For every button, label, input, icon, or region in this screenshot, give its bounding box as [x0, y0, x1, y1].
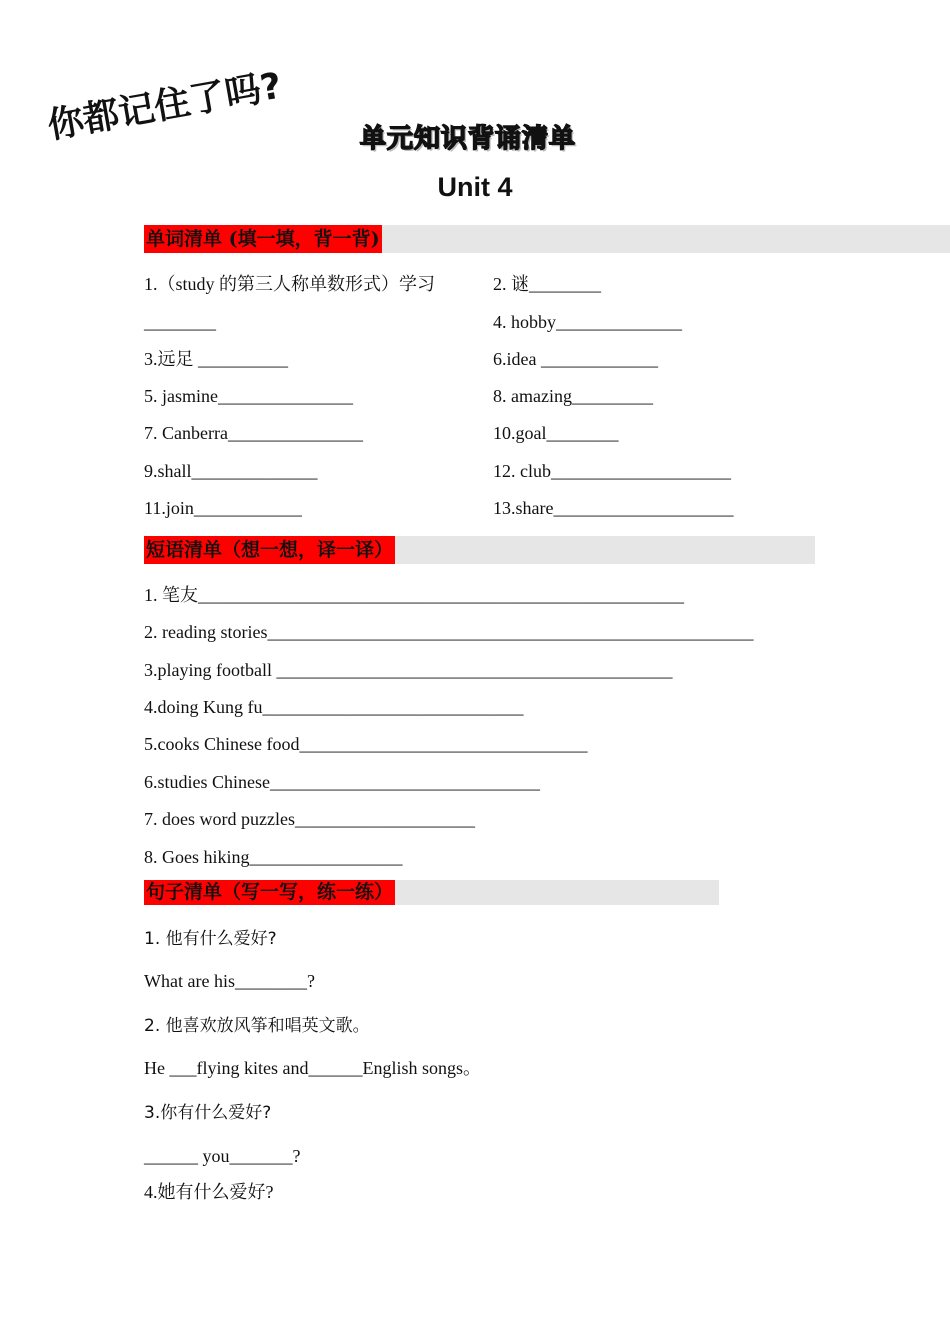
sentences-section-title: 句子清单（写一写，练一练）: [146, 881, 394, 903]
sentence-item-3: 3.你有什么爱好?: [144, 1103, 272, 1123]
word-item-1: 1.（study 的第三人称单数形式）学习: [144, 274, 436, 294]
slogan-heading: 你都记住了吗?: [44, 65, 285, 148]
sentence-item-1-answer: What are his________?: [144, 971, 315, 991]
word-item-2: 2. 谜________: [493, 274, 601, 294]
sentence-item-1: 1. 他有什么爱好?: [144, 929, 277, 949]
word-item-6: 6.idea _____________: [493, 349, 658, 369]
words-section-header: [144, 225, 950, 253]
phrase-item-3: 3.playing football ____________________________________________: [144, 660, 673, 680]
word-item-9: 9.shall______________: [144, 461, 318, 481]
sentences-section-header: [144, 880, 719, 905]
word-item-13: 13.share____________________: [493, 498, 734, 518]
word-item-1-blank: ________: [144, 312, 216, 332]
word-item-11: 11.join____________: [144, 498, 302, 518]
word-item-8: 8. amazing_________: [493, 386, 653, 406]
phrases-section-title: 短语清单（想一想，译一译）: [144, 536, 395, 564]
phrase-item-8: 8. Goes hiking_________________: [144, 847, 403, 867]
words-section-title: 单词清单 (填一填，背一背): [144, 225, 382, 253]
phrase-item-2: 2. reading stories______________________________________________________: [144, 622, 754, 642]
sentence-item-2-answer: He ___flying kites and______English songs。: [144, 1058, 481, 1078]
sentence-item-3-answer: ______ you_______?: [144, 1146, 301, 1166]
phrase-item-5: 5.cooks Chinese food________________________________: [144, 734, 588, 754]
unit-title: Unit 4: [437, 172, 513, 202]
word-item-5: 5. jasmine_______________: [144, 386, 353, 406]
sentence-item-2: 2. 他喜欢放风筝和唱英文歌。: [144, 1016, 370, 1036]
word-item-4: 4. hobby______________: [493, 312, 682, 332]
word-item-10: 10.goal________: [493, 423, 619, 443]
phrase-item-6: 6.studies Chinese______________________________: [144, 772, 540, 792]
phrase-item-4: 4.doing Kung fu_____________________________: [144, 697, 524, 717]
phrases-section-header: [144, 536, 815, 564]
phrase-item-1: 1. 笔友______________________________________________________: [144, 585, 684, 605]
phrase-item-7: 7. does word puzzles____________________: [144, 809, 475, 829]
word-item-7: 7. Canberra_______________: [144, 423, 363, 443]
section-subtitle: 单元知识背诵清单: [360, 124, 577, 154]
word-item-3: 3.远足 __________: [144, 349, 288, 369]
word-item-12: 12. club____________________: [493, 461, 731, 481]
sentence-item-4: 4.她有什么爱好?: [144, 1182, 274, 1202]
